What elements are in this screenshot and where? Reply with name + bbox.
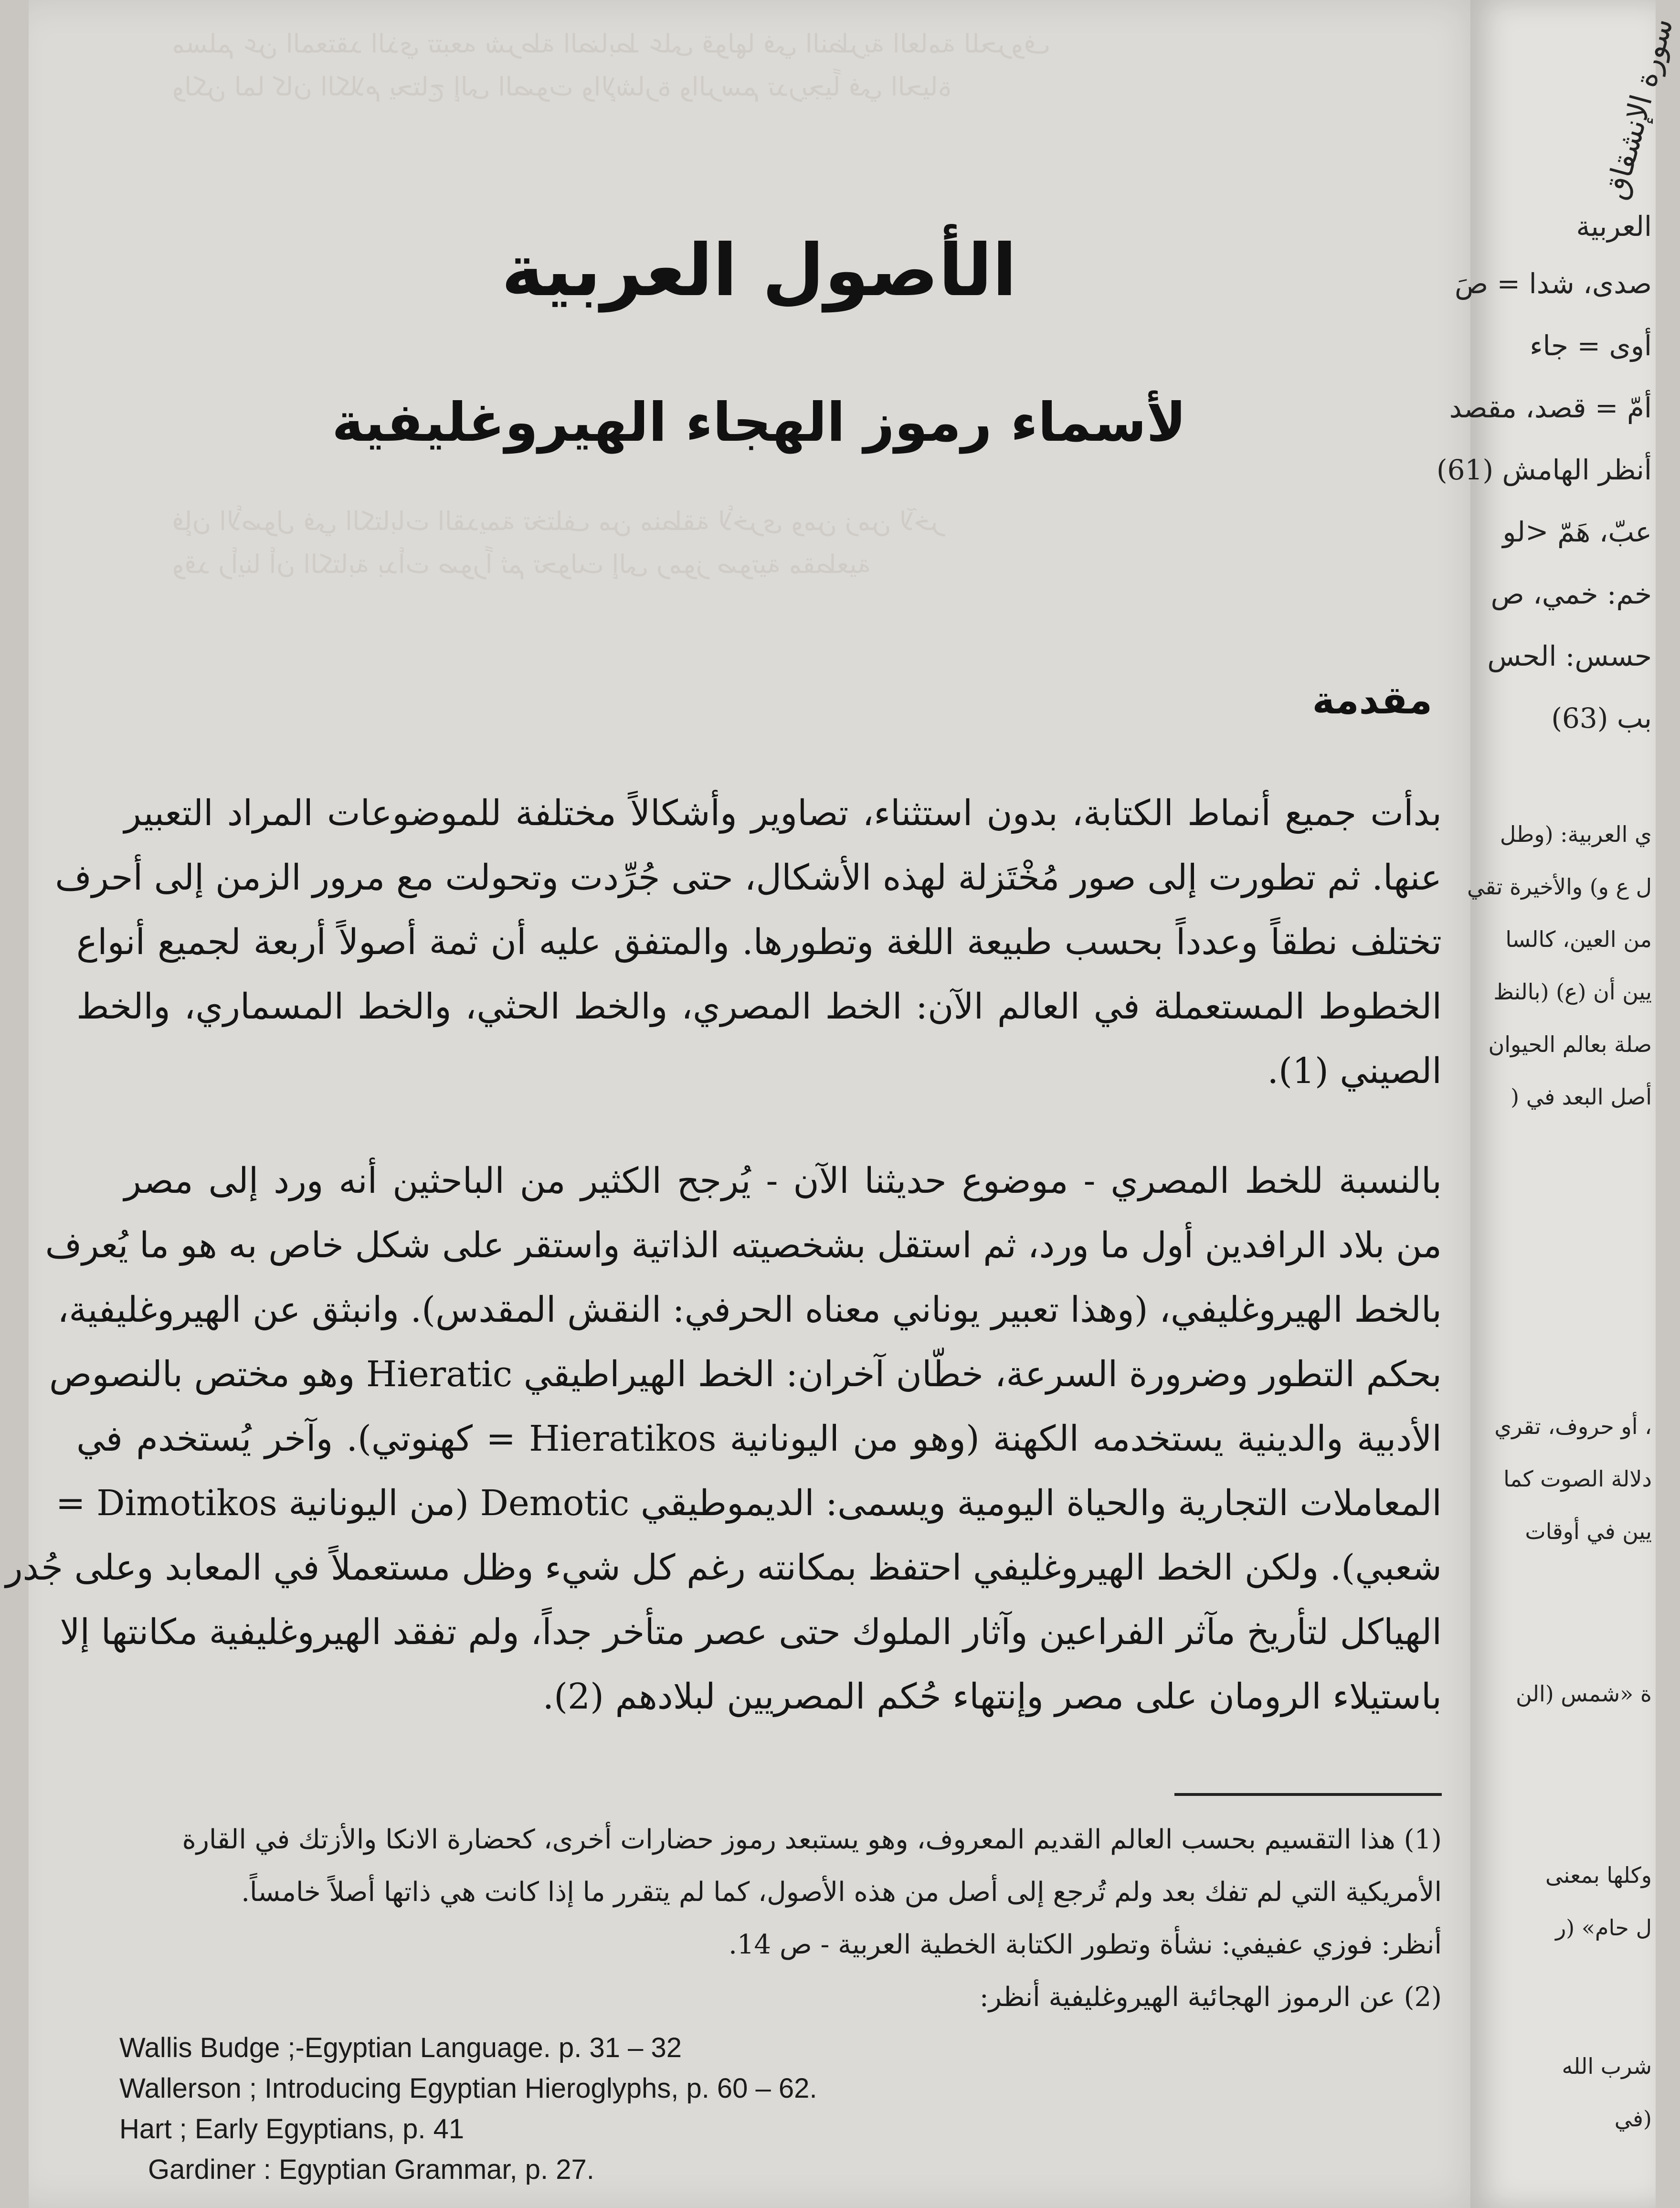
reference-line: Gardiner : Egyptian Grammar, p. 27. bbox=[148, 2154, 594, 2185]
right-page-line: من العين، كالسا bbox=[1505, 926, 1652, 952]
paragraph-line: الأدبية والدينية يستخدمه الكهنة (وهو من اليونانية Hieratikos = كهنوتي). وآخر يُستخدم في bbox=[76, 1418, 1442, 1459]
bleed-through-text: مسلم عن المعتقد الذي تتبعه شرطة الضابط على قولها في النظرية العامة للحروف bbox=[172, 29, 1050, 59]
right-page-line: يين أن (ع) (بالنظ bbox=[1493, 979, 1652, 1005]
right-page-line: ل ع و) والأخيرة تقي bbox=[1467, 874, 1652, 900]
book-page-left bbox=[5, 0, 1490, 2208]
paragraph-line: المعاملات التجارية والحياة اليومية ويسمى: الديموطيقي Demotic (من اليونانية Dimotikos = bbox=[55, 1483, 1442, 1524]
right-page-line: (في bbox=[1614, 2106, 1652, 2132]
page-title: الأصول العربية bbox=[501, 229, 1017, 312]
right-page-line: ل حام» (ر bbox=[1555, 1915, 1652, 1941]
right-page-line: دلالة الصوت كما bbox=[1503, 1466, 1652, 1492]
right-page-line: أصل البعد في ( bbox=[1511, 1084, 1652, 1110]
paragraph-line: عنها. ثم تطورت إلى صور مُخْتَزلة لهذه الأشكال، حتى جُرِّدت وتحولت مع مرور الزمن إلى أحرف bbox=[55, 857, 1442, 898]
paragraph-line: باستيلاء الرومان على مصر وإنتهاء حُكم المصريين لبلادهم (2). bbox=[542, 1676, 1442, 1717]
footnote-line: (2) عن الرموز الهجائية الهيروغليفية أنظر: bbox=[979, 1982, 1442, 2013]
paragraph-line: بحكم التطور وضرورة السرعة، خطّان آخران: الخط الهيراطيقي Hieratic وهو مختص بالنصوص bbox=[49, 1354, 1442, 1395]
right-page-line: حسس: الحس bbox=[1487, 640, 1652, 672]
right-page-line: شرب الله bbox=[1562, 2053, 1652, 2079]
bleed-through-text: فإن الأصول في الكتابات القديمة تختلف من منطقة لأخرى ومن زمن لآخر bbox=[172, 506, 944, 536]
paragraph-line: بدأت جميع أنماط الكتابة، بدون استثناء، تصاوير وأشكالاً مختلفة للموضوعات المراد التعبير bbox=[124, 793, 1442, 834]
right-page-line: ، أو حروف، تقري bbox=[1494, 1413, 1652, 1439]
right-page-line: صلة بعالم الحيوان bbox=[1488, 1031, 1652, 1057]
bleed-through-text: ولكن لما كان الكلام يحتاج إلى الصوت والإشارة والرسم تدريجياً في الحياة bbox=[172, 72, 951, 102]
right-page-line: ي العربية: (وطل bbox=[1500, 821, 1652, 847]
footnote-line: الأمريكية التي لم تفك بعد ولم تُرجع إلى أصل من هذه الأصول، كما لم يتقرر ما إذا كانت هي ذاتها أصلاً خامساً. bbox=[241, 1877, 1442, 1908]
paragraph-line: بالخط الهيروغليفي، (وهذا تعبير يوناني معناه الحرفي: النقش المقدس). وانبثق عن الهيروغليفية، bbox=[57, 1289, 1442, 1330]
reference-line: Wallerson ; Introducing Egyptian Hieroglyphs, p. 60 – 62. bbox=[119, 2073, 817, 2104]
right-page-line: أمّ = قصد، مقصد bbox=[1449, 392, 1652, 424]
paragraph-line: من بلاد الرافدين أول ما ورد، ثم استقل بشخصيته الذاتية واستقر على شكل خاص به هو ما يُعرف bbox=[45, 1225, 1442, 1266]
paragraph-line: بالنسبة للخط المصري - موضوع حديثنا الآن - يُرجح الكثير من الباحثين أنه ورد إلى مصر bbox=[124, 1160, 1442, 1201]
paragraph-line: الصيني (1). bbox=[1267, 1051, 1442, 1092]
right-page-line: عبّ، هَمّ <لو bbox=[1502, 516, 1652, 548]
right-page-line: خم: خمي، ص bbox=[1490, 578, 1652, 610]
paragraph-line: شعبي). ولكن الخط الهيروغليفي احتفظ بمكانته رغم كل شيء وظل مستعملاً في المعابد وعلى جُدر bbox=[5, 1547, 1442, 1588]
right-page-line: وكلها بمعنى bbox=[1545, 1862, 1652, 1888]
bleed-through-text: وقد رأينا أن الكتابة بدأت صوراً ثم تحولت إلى رموز صوتية مقطعية bbox=[172, 549, 871, 579]
section-heading: مقدمة bbox=[1312, 678, 1432, 722]
right-page-line: العربية bbox=[1576, 210, 1652, 243]
right-page-line: يين في أوقات bbox=[1525, 1518, 1652, 1544]
paragraph-line: تختلف نطقاً وعدداً بحسب طبيعة اللغة وتطورها. والمتفق عليه أن ثمة أصولاً أربعة لجميع أنواع bbox=[76, 922, 1442, 963]
book-page-right bbox=[1437, 0, 1680, 2208]
right-page-line: صدى، شدا = صَ bbox=[1455, 267, 1652, 300]
right-page-line: ة «شمس (الن bbox=[1515, 1681, 1652, 1707]
footnote-line: أنظر: فوزي عفيفي: نشأة وتطور الكتابة الخطية العربية - ص 14. bbox=[729, 1929, 1442, 1960]
footnote-divider bbox=[1174, 1793, 1442, 1796]
right-page-line: أنظر الهامش (61) bbox=[1437, 454, 1652, 486]
paragraph-line: الخطوط المستعملة في العالم الآن: الخط المصري، والخط الحثي، والخط المسماري، والخط bbox=[76, 986, 1442, 1027]
page-subtitle: لأسماء رموز الهجاء الهيروغليفية bbox=[332, 392, 1186, 454]
right-page-line: بب (63) bbox=[1551, 702, 1652, 734]
footnote-line: (1) هذا التقسيم بحسب العالم القديم المعروف، وهو يستبعد رموز حضارات أخرى، كحضارة الانكا والأزتك في القارة bbox=[182, 1824, 1442, 1855]
reference-line: Wallis Budge ;-Egyptian Language. p. 31 – 32 bbox=[119, 2032, 682, 2063]
right-page-line: أوى = جاء bbox=[1530, 329, 1652, 362]
running-header: سورة الإنشقاق bbox=[1598, 14, 1680, 203]
reference-line: Hart ; Early Egyptians, p. 41 bbox=[119, 2113, 465, 2144]
paragraph-line: الهياكل لتأريخ مآثر الفراعين وآثار الملوك حتى عصر متأخر جداً، ولم تفقد الهيروغليفية مكانتها إلا bbox=[60, 1612, 1442, 1653]
